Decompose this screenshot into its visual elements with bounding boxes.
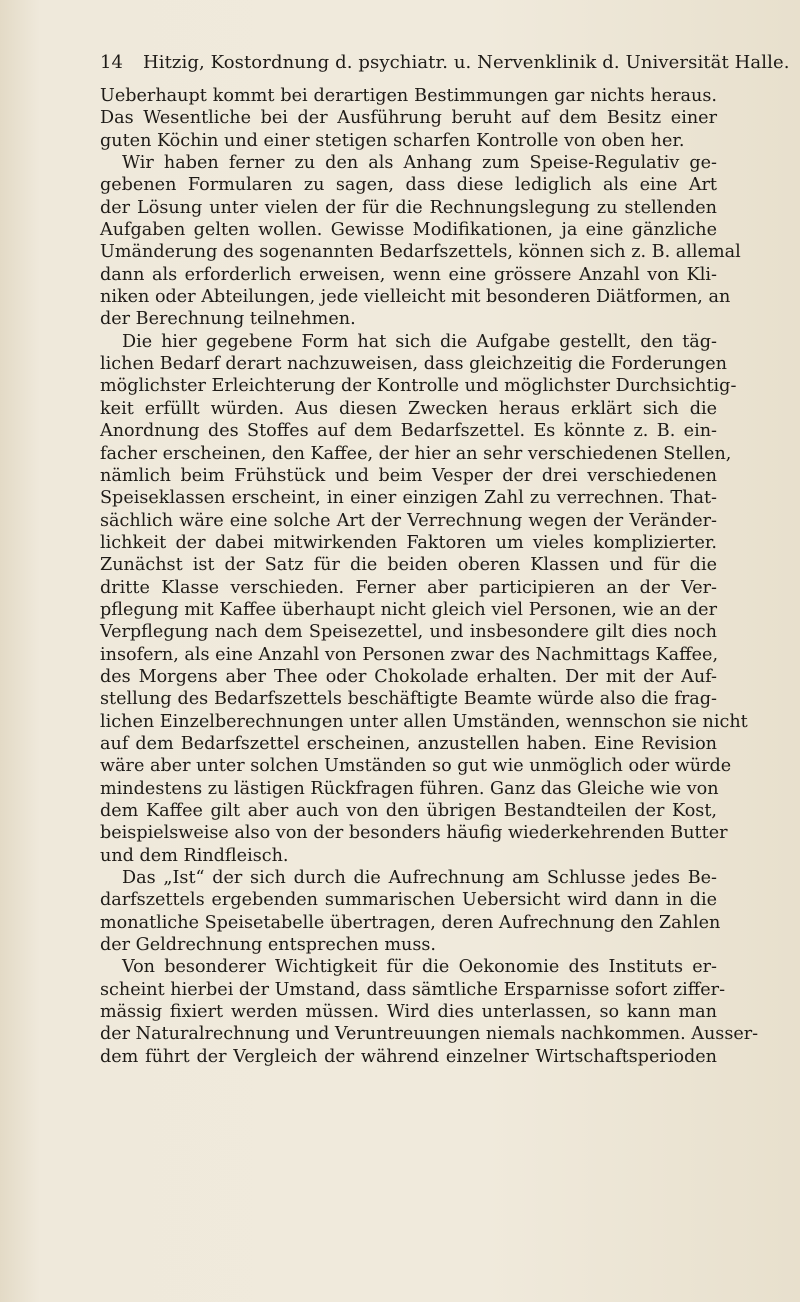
text-line: Umänderung des sogenannten Bedarfszettels, können sich z. B. allemal [100,242,741,263]
text-line: gebenen Formularen zu sagen, dass diese lediglich als eine Art [100,175,717,196]
text-line: der Lösung unter vielen der für die Rechnungslegung zu stellenden [100,197,717,218]
text-line: Anordnung des Stoffes auf dem Bedarfszettel. Es könnte z. B. ein- [100,421,717,442]
text-line: Wir haben ferner zu den als Anhang zum Speise-Regulativ ge- [122,153,717,174]
text-line: Das „Ist“ der sich durch die Aufrechnung am Schlusse jedes Be- [122,868,717,889]
text-line: der Geldrechnung entsprechen muss. [100,935,436,956]
text-line: niken oder Abteilungen, jede vielleicht mit besonderen Diätformen, an [100,287,731,308]
text-line: nämlich beim Frühstück und beim Vesper der drei verschiedenen [100,465,717,486]
text-line: lichkeit der dabei mitwirkenden Faktoren um vieles komplizierter. [100,532,717,553]
text-line: mässig fixiert werden müssen. Wird dies unterlassen, so kann man [100,1002,717,1023]
text-line: scheint hierbei der Umstand, dass sämtliche Ersparnisse sofort ziffer- [100,979,726,1000]
page-number: 14 [100,52,124,73]
text-line: monatliche Speisetabelle übertragen, deren Aufrechnung den Zahlen [100,912,721,933]
text-line: facher erscheinen, den Kaffee, der hier an sehr verschiedenen Stellen, [100,443,732,464]
text-line: dem Kaffee gilt aber auch von den übrigen Bestandteilen der Kost, [100,801,717,821]
text-line: lichen Einzelberechnungen unter allen Umständen, wennschon sie nicht [100,711,748,732]
text-line: Verpflegung nach dem Speisezettel, und insbesondere gilt dies noch [100,622,717,643]
text-line: Speiseklassen erscheint, in einer einzigen Zahl zu verrechnen. That- [100,488,717,509]
text-line: dem führt der Vergleich der während einzelner Wirtschaftsperioden [100,1046,717,1067]
text-line: darfszettels ergebenden summarischen Uebersicht wird dann in die [100,890,717,911]
text-line: Von besonderer Wichtigkeit für die Oekonomie des Instituts er- [122,957,717,978]
text-line: der Naturalrechnung und Veruntreuungen niemals nachkommen. Ausser- [100,1024,759,1045]
running-title: Hitzig, Kostordnung d. psychiatr. u. Nervenklinik d. Universität Halle. [142,52,790,73]
text-line: guten Köchin und einer stetigen scharfen Kontrolle von oben her. [100,130,685,151]
text-line: keit erfüllt würden. Aus diesen Zwecken heraus erklärt sich die [100,398,717,419]
text-line: dritte Klasse verschieden. Ferner aber participieren an der Ver- [100,577,717,598]
text-line: dann als erforderlich erweisen, wenn eine grössere Anzahl von Kli- [100,264,717,285]
text-line: mindestens zu lästigen Rückfragen führen. Ganz das Gleiche wie von [100,778,719,799]
text-line: auf dem Bedarfszettel erscheinen, anzustellen haben. Eine Revision [100,733,717,754]
text-line: stellung des Bedarfszettels beschäftigte Beamte würde also die frag- [100,689,717,710]
text-line: Das Wesentliche bei der Ausführung beruht auf dem Besitz einer [100,108,717,129]
body-text [100,85,759,1068]
text-line: der Berechnung teilnehmen. [100,309,356,330]
text-line: Ueberhaupt kommt bei derartigen Bestimmungen gar nichts heraus. [100,86,717,106]
text-line: Zunächst ist der Satz für die beiden oberen Klassen und für die [100,555,717,576]
text-line: des Morgens aber Thee oder Chokolade erhalten. Der mit der Auf- [100,666,717,687]
text-line: wäre aber unter solchen Umständen so gut wie unmöglich oder würde [100,756,732,777]
text-line: und dem Rindfleisch. [100,845,289,866]
text-line: beispielsweise also von der besonders häufig wiederkehrenden Butter [100,823,728,844]
text-line: sächlich wäre eine solche Art der Verrechnung wegen der Veränder- [100,510,717,531]
text-line: lichen Bedarf derart nachzuweisen, dass gleichzeitig die Forderungen [100,354,727,375]
page-header [100,52,790,73]
text-line: pflegung mit Kaffee überhaupt nicht gleich viel Personen, wie an der [100,599,717,620]
text-line: möglichster Erleichterung der Kontrolle und möglichster Durchsichtig- [100,376,737,397]
text-line: insofern, als eine Anzahl von Personen zwar des Nachmittags Kaffee, [100,644,719,665]
text-line: Aufgaben gelten wollen. Gewisse Modifikationen, ja eine gänzliche [100,220,717,241]
text-line: Die hier gegebene Form hat sich die Aufgabe gestellt, den täg- [122,331,717,352]
